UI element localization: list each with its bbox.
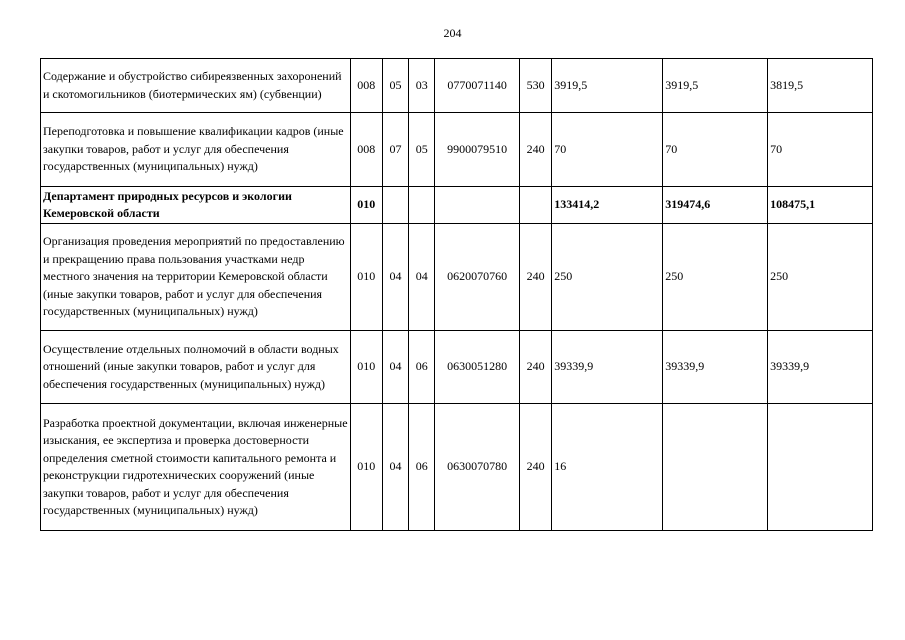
amount-2: 3919,5 xyxy=(663,59,768,113)
section-code: 05 xyxy=(382,59,408,113)
target-article-code: 0620070760 xyxy=(435,224,520,331)
amount-1: 3919,5 xyxy=(552,59,663,113)
section-code: 07 xyxy=(382,113,408,187)
amount-3: 3819,5 xyxy=(768,59,873,113)
ministry-code: 010 xyxy=(350,404,382,531)
amount-3 xyxy=(768,404,873,531)
amount-2 xyxy=(663,404,768,531)
table-row xyxy=(41,404,873,531)
expense-type-code: 240 xyxy=(520,113,552,187)
table-row xyxy=(41,331,873,404)
target-article-code: 0630051280 xyxy=(435,331,520,404)
expense-type-code: 240 xyxy=(520,331,552,404)
table-row xyxy=(41,224,873,331)
row-name: Содержание и обустройство сибиреязвенных захоронений и скотомогильников (биотермических ям) (субвенции) xyxy=(41,59,351,113)
table-row xyxy=(41,113,873,187)
ministry-code: 008 xyxy=(350,59,382,113)
budget-table xyxy=(40,58,873,531)
target-article-code: 9900079510 xyxy=(435,113,520,187)
row-name: Переподготовка и повышение квалификации кадров (иные закупки товаров, работ и услуг для обеспечения государственных (муниципальных) нужд) xyxy=(41,113,351,187)
page-number: 204 xyxy=(443,26,462,40)
expense-type-code: 240 xyxy=(520,224,552,331)
row-name: Организация проведения мероприятий по предоставлению и прекращению права пользования участками недр местного значения на территории Кемеровской области (иные закупки товаров, работ и услуг для обеспечения государственных (муниципальных) нужд) xyxy=(41,224,351,331)
amount-1: 133414,2 xyxy=(552,187,663,224)
section-code: 04 xyxy=(382,224,408,331)
amount-3: 108475,1 xyxy=(768,187,873,224)
amount-3: 70 xyxy=(768,113,873,187)
amount-2: 250 xyxy=(663,224,768,331)
ministry-code: 010 xyxy=(350,187,382,224)
subsection-code: 06 xyxy=(409,404,435,531)
section-code: 04 xyxy=(382,404,408,531)
target-article-code: 0630070780 xyxy=(435,404,520,531)
row-name: Департамент природных ресурсов и экологии Кемеровской области xyxy=(41,187,351,224)
row-name: Разработка проектной документации, включая инженерные изыскания, ее экспертиза и проверка достоверности определения сметной стоимости капитального ремонта и реконструкции гидротехнических сооружений (иные закупки товаров, работ и услуг для обеспечения государственных (муниципальных) нужд) xyxy=(41,404,351,531)
amount-1: 70 xyxy=(552,113,663,187)
table-row xyxy=(41,187,873,224)
section-code: 04 xyxy=(382,331,408,404)
subsection-code: 04 xyxy=(409,224,435,331)
subsection-code: 05 xyxy=(409,113,435,187)
amount-2: 70 xyxy=(663,113,768,187)
subsection-code xyxy=(409,187,435,224)
expense-type-code xyxy=(520,187,552,224)
expense-type-code: 240 xyxy=(520,404,552,531)
row-name: Осуществление отдельных полномочий в области водных отношений (иные закупки товаров, работ и услуг для обеспечения государственных (муниципальных) нужд) xyxy=(41,331,351,404)
ministry-code: 010 xyxy=(350,224,382,331)
ministry-code: 010 xyxy=(350,331,382,404)
expense-type-code: 530 xyxy=(520,59,552,113)
amount-3: 39339,9 xyxy=(768,331,873,404)
target-article-code xyxy=(435,187,520,224)
amount-1: 250 xyxy=(552,224,663,331)
amount-2: 39339,9 xyxy=(663,331,768,404)
amount-3: 250 xyxy=(768,224,873,331)
ministry-code: 008 xyxy=(350,113,382,187)
subsection-code: 03 xyxy=(409,59,435,113)
amount-1: 39339,9 xyxy=(552,331,663,404)
table-row xyxy=(41,59,873,113)
amount-2: 319474,6 xyxy=(663,187,768,224)
subsection-code: 06 xyxy=(409,331,435,404)
amount-1: 16 xyxy=(552,404,663,531)
section-code xyxy=(382,187,408,224)
target-article-code: 0770071140 xyxy=(435,59,520,113)
